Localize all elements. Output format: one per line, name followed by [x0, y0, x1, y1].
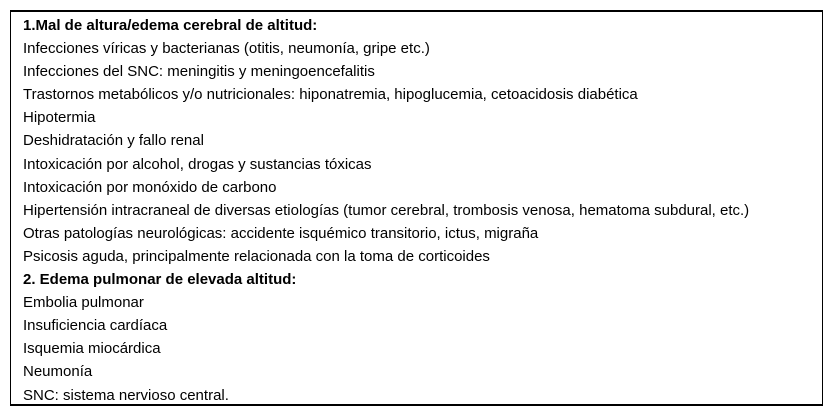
table-row: Intoxicación por alcohol, drogas y sustancias tóxicas	[23, 155, 372, 173]
table-row: 1.Mal de altura/edema cerebral de altitud:	[23, 17, 318, 34]
table-row: Deshidratación y fallo renal	[23, 132, 204, 150]
table-row: Otras patologías neurológicas: accidente isquémico transitorio, ictus, migraña	[23, 224, 539, 242]
diagnosis-table	[10, 10, 823, 406]
table-row: Trastornos metabólicos y/o nutricionales: hiponatremia, hipoglucemia, cetoacidosis diabética	[23, 86, 638, 104]
table-row: Intoxicación por monóxido de carbono	[23, 178, 277, 196]
table-row: Infecciones del SNC: meningitis y meningoencefalitis	[23, 63, 375, 81]
table-row: Isquemia miocárdica	[23, 340, 161, 358]
table-row: Neumonía	[23, 363, 93, 381]
table-row: Hipotermia	[23, 109, 96, 127]
table-row: Hipertensión intracraneal de diversas etiologías (tumor cerebral, trombosis venosa, hematoma subdural, etc.)	[23, 201, 750, 219]
table-row: Infecciones víricas y bacterianas (otitis, neumonía, gripe etc.)	[23, 40, 430, 58]
table-row: Embolia pulmonar	[23, 294, 144, 312]
table-row: 2. Edema pulmonar de elevada altitud:	[23, 271, 297, 289]
table-row: Psicosis aguda, principalmente relacionada con la toma de corticoides	[23, 247, 490, 265]
table-body	[11, 12, 822, 407]
table-row: SNC: sistema nervioso central.	[23, 386, 229, 404]
table-row: Insuficiencia cardíaca	[23, 317, 168, 335]
